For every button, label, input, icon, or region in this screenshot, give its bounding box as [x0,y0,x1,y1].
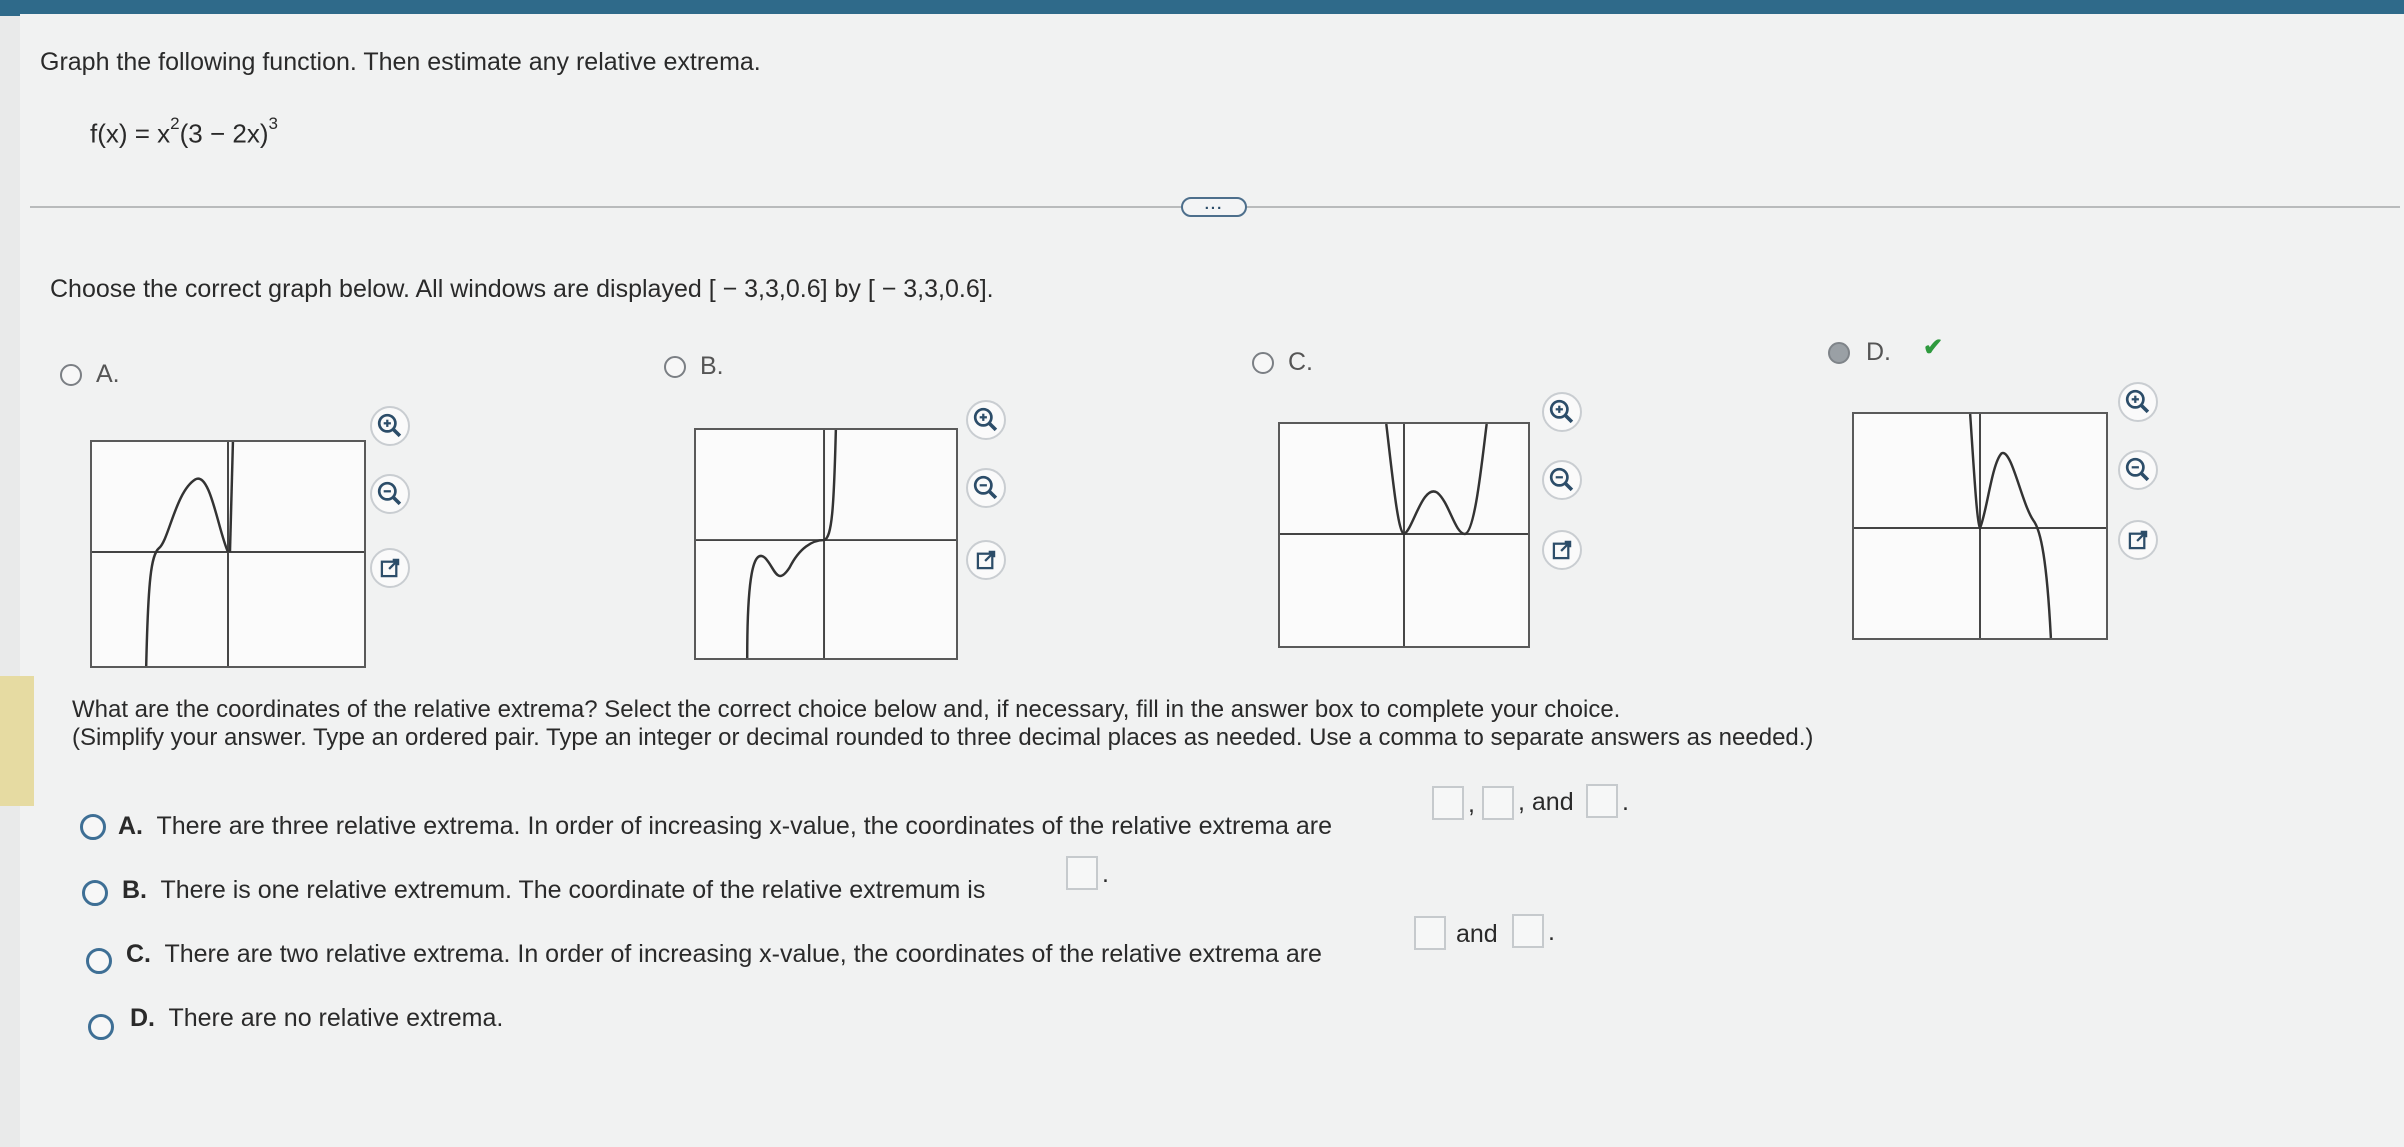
extrema-question-line2: (Simplify your answer. Type an ordered pair. Type an integer or decimal rounded to three decimal places as needed. Use a comma to separate answers as needed.) [72,724,1814,751]
choice-a-answer-box-2[interactable] [1482,786,1514,820]
graph-option-a-label: A. [96,360,120,388]
checkmark-icon: ✔ [1923,334,1944,361]
graph-b-zoom-in-icon[interactable] [966,400,1006,440]
graph-option-b-label: B. [700,352,724,380]
graph-prompt: Choose the correct graph below. All windows are displayed [ − 3,3,0.6] by [ − 3,3,0.6]. [50,275,994,303]
function-formula: $f(x) = x^2(3 - 2x)^3$ [90,114,278,149]
choice-c-answer-box-1[interactable] [1414,916,1446,950]
choice-c-end: . [1548,918,1555,946]
graph-option-d-radio[interactable] [1828,342,1850,364]
graph-b-zoom-out-icon[interactable] [966,468,1006,508]
graph-d[interactable] [1852,412,2108,640]
graph-b[interactable] [694,428,958,660]
graph-d-zoom-in-icon[interactable] [2118,382,2158,422]
choice-a-radio[interactable] [80,814,106,840]
choice-a: A. There are three relative extrema. In order of increasing x-value, the coordinates of the relative extrema are [118,812,1333,840]
question-prompt: Graph the following function. Then estimate any relative extrema. [40,48,761,76]
graph-d-external-link-icon[interactable] [2118,520,2158,560]
choice-c-separator: and [1456,920,1498,948]
choice-b-end: . [1102,860,1109,888]
choice-c: C. There are two relative extrema. In order of increasing x-value, the coordinates of the relative extrema are [126,940,1322,968]
choice-c-answer-box-2[interactable] [1512,914,1544,948]
graph-a-zoom-in-icon[interactable] [370,406,410,446]
graph-c-zoom-in-icon[interactable] [1542,392,1582,432]
graph-a[interactable] [90,440,366,668]
choice-a-answer-box-3[interactable] [1586,784,1618,818]
graph-d-zoom-out-icon[interactable] [2118,450,2158,490]
graph-option-d-label: D. [1866,338,1891,366]
choice-b-answer-box[interactable] [1066,856,1098,890]
choice-d-radio[interactable] [88,1014,114,1040]
choice-c-radio[interactable] [86,948,112,974]
graph-c-external-link-icon[interactable] [1542,530,1582,570]
choice-b: B. There is one relative extremum. The coordinate of the relative extremum is [122,876,986,904]
graph-a-external-link-icon[interactable] [370,548,410,588]
choice-a-answer-box-1[interactable] [1432,786,1464,820]
graph-option-c-label: C. [1288,348,1313,376]
extrema-question-line1: What are the coordinates of the relative extrema? Select the correct choice below and, if necessary, fill in the answer box to complete your choice. [72,696,1621,723]
graph-c-zoom-out-icon[interactable] [1542,460,1582,500]
graph-b-external-link-icon[interactable] [966,540,1006,580]
graph-a-zoom-out-icon[interactable] [370,474,410,514]
graph-option-c-radio[interactable] [1252,352,1274,374]
choice-a-end: . [1622,788,1629,816]
choice-b-radio[interactable] [82,880,108,906]
graph-c[interactable] [1278,422,1530,648]
graph-option-b-radio[interactable] [664,356,686,378]
choice-d: D. There are no relative extrema. [130,1004,504,1032]
choice-a-separator-2: , and [1518,788,1574,816]
graph-option-a-radio[interactable] [60,364,82,386]
choice-a-separator-1: , [1468,790,1475,818]
more-button[interactable]: ... [1181,197,1247,217]
side-tab[interactable] [0,676,34,806]
